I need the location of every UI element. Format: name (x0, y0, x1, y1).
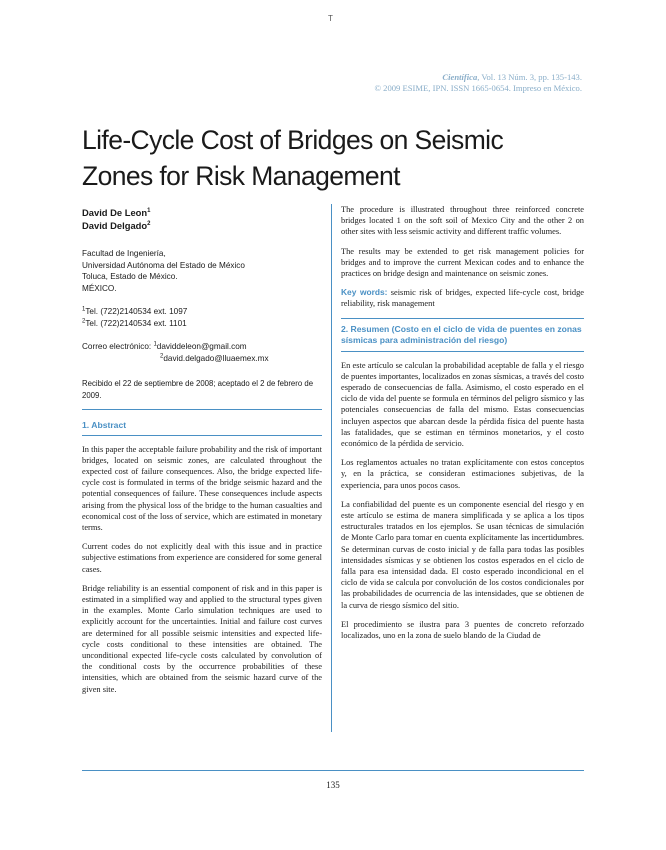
phones (82, 306, 322, 329)
section2-rule (341, 351, 584, 352)
phone-1-text: Tel. (722)2140534 ext. 1097 (85, 307, 188, 316)
paper-title (82, 122, 602, 194)
left-column (82, 206, 322, 703)
keywords-text: seismic risk of bridges, expected life-cycle cost, bridge reliability, risk management (341, 288, 584, 309)
email-1 (82, 341, 322, 353)
keywords (341, 287, 584, 309)
phone-2-text: Tel. (722)2140534 ext. 1101 (85, 318, 187, 328)
phone-2-sup: 2 (82, 317, 86, 324)
author-1-name: David De Leon (82, 207, 148, 218)
phone-1 (82, 306, 322, 318)
resumen-paragraph-2: Los reglamentos actuales no tratan explícitamente con estos conceptos y, en la práctica, se consideran estimaciones subjetivas, de la experiencia, para unos pocos casos. (341, 458, 584, 490)
right-paragraph-1: The procedure is illustrated throughout three reinforced concrete bridges located 1 on the soft soil of Mexico City and the other 2 on other sites with less seismic activity and different traffic volumes. (341, 205, 584, 237)
abstract-heading: 1. Abstract (82, 420, 127, 430)
resumen-paragraph-3: La confiabilidad del puente es un componente esencial del riesgo y en este artículo se estima de manera simplificada y se aplica a los tipos estructurales tratados en los ejemplos. Se usan técnicas de simulación de Monte Carlo para tomar en cuenta explícitamente las incertidumbres. Se determinan curvas de costo inicial y de falla para todas las posibles intensidades sísmicas y se obtienen los costos esperados en el ciclo de falla para esa intensidad dada. El costo esperado incondicional en el ciclo de vida se calcula por convolución de los costos condicionales por las probabilidades de ocurrencia de las intensidades, que se obtienen de la curva de riesgo sísmico del sitio. (341, 499, 584, 610)
title-line-1: Life-Cycle Cost of Bridges on Seismic (82, 125, 504, 155)
email-label: Correo electrónico: (82, 342, 154, 351)
received-rule (82, 409, 322, 410)
affiliation-line-4: MÉXICO. (82, 283, 117, 293)
abstract-paragraph-3: Bridge reliability is an essential component of risk and in this paper is estimated in a simplified way and applied to the structural types given in the examples. Monte Carlo simulation techniques are used to explicitly account for the uncertainties. Initial and failure cost curves are determined for all possible seismic intensities and expected life-cycle costs conditional to these intensities are obtained. The unconditional expected life-cycle costs calculated by convolution of the conditional costs by the occurrence probabilities of these intensities, which are obtained from the seismic hazard curve of the given site. (82, 583, 322, 694)
author-2-name: David Delgado (82, 220, 148, 231)
section2-heading: 2. Resumen (Costo en el ciclo de vida de puentes en zonas sísmicas para administración del riesgo) (341, 323, 582, 346)
email-2 (82, 353, 322, 365)
journal-name: Científica (442, 72, 478, 82)
phone-1-sup: 1 (82, 306, 86, 313)
column-divider (331, 204, 332, 732)
affiliation-line-3: Toluca, Estado de México. (82, 272, 178, 281)
abstract-paragraph-2: Current codes do not explicitly deal with this issue and in practice subjective estimations from experience are considered for some general cases. (82, 542, 322, 574)
received-line: Recibido el 22 de septiembre de 2008; aceptado el 2 de febrero de 2009. (82, 379, 314, 400)
journal-volume: , Vol. 13 Núm. 3, pp. 135-143. (477, 72, 582, 82)
resumen-paragraph-4: El procedimiento se ilustra para 3 puentes de concreto reforzado localizados, uno en la zona de suelo blando de la Ciudad de (341, 619, 584, 641)
keywords-label: Key words: (341, 287, 388, 298)
author-2-sup: 2 (147, 220, 151, 227)
abstract-rule (82, 435, 322, 436)
top-mark: T (328, 14, 333, 23)
journal-header (374, 72, 582, 94)
phone-2 (82, 318, 322, 330)
email-2-link[interactable]: david.delgado@lluaemex.mx (163, 353, 269, 363)
author-1 (82, 206, 322, 219)
page-number: 135 (326, 780, 340, 790)
affiliation (82, 248, 322, 294)
author-1-sup: 1 (147, 207, 151, 214)
affiliation-line-1: Facultad de Ingeniería, (82, 249, 166, 258)
email-2-sup: 2 (160, 352, 164, 359)
author-2 (82, 219, 322, 232)
journal-info-line2: © 2009 ESIME, IPN. ISSN 1665-0654. Impreso en México. (374, 83, 582, 93)
abstract-body (82, 444, 322, 695)
abstract-paragraph-1: In this paper the acceptable failure probability and the risk of important bridges, located on seismic zones, are calculated throughout the expected cost of failure consequences. Also, the bridge expected life-cycle cost is formulated in terms of the bridge seismic hazard and the potential consequences of failure. These consequences include aspects arising from the physical loss of the bridge to the human casualties and economical cost of the loss of service, which are estimated in monetary terms. (82, 444, 322, 532)
email-1-link[interactable]: daviddeleon@gmail.com (156, 342, 247, 351)
resumen-paragraph-1: En este artículo se calculan la probabilidad aceptable de falla y el riesgo de puentes importantes, localizados en zonas sísmicas, a través del costo esperado de consecuencias de falla. Asimismo, el costo esperado en el ciclo de vida del puente se formula en términos del peligro sísmico y las potenciales consecuencias de falla del mismo. Estas consecuencias incluyen aspectos que abarcan desde la pérdida física del puente hasta las fatalidades, que se estiman en términos monetarios, y el costo económico de la pérdida de servicio. (341, 360, 584, 449)
right-paragraph-2: The results may be extended to get risk management policies for bridges and to improve the current Mexican codes and to enhance the practices on bridge design and maintenance on seismic zones. (341, 246, 584, 279)
title-line-2: Zones for Risk Management (82, 161, 400, 191)
email-1-sup: 1 (153, 341, 157, 348)
journal-info-line1 (374, 72, 582, 83)
footer-rule (82, 770, 584, 771)
emails (82, 341, 322, 364)
right-column (341, 204, 584, 641)
section2-rule-top (341, 318, 584, 319)
affiliation-line-2: Universidad Autónoma del Estado de México (82, 260, 245, 270)
